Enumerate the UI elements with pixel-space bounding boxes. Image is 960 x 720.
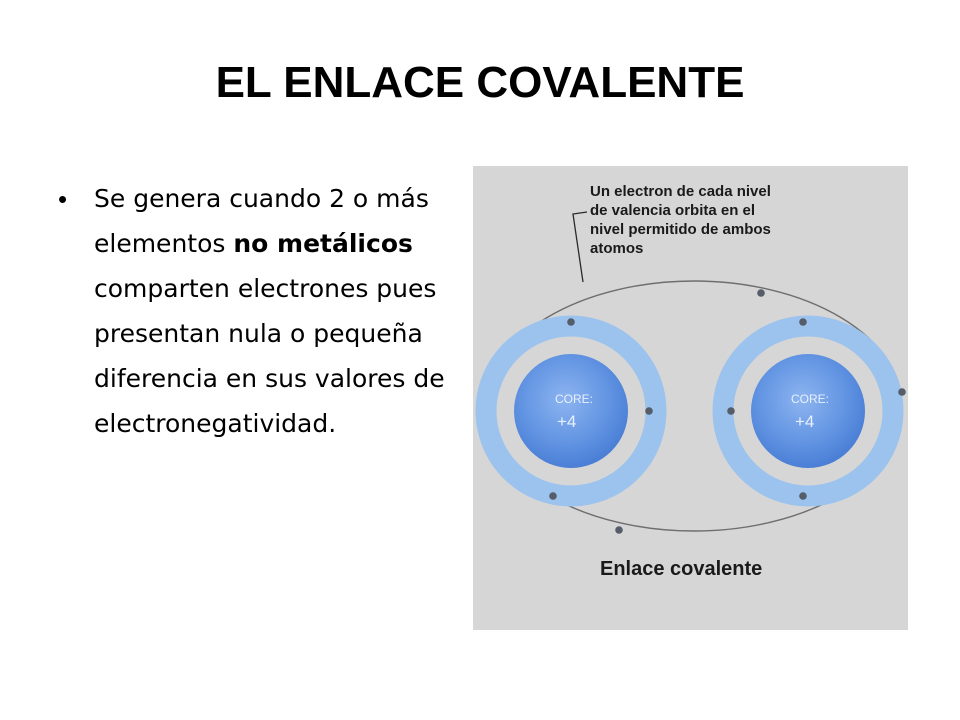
diagram-svg bbox=[473, 166, 908, 630]
left-core-label: CORE: bbox=[555, 392, 594, 406]
right-core bbox=[751, 354, 865, 468]
diagram-caption: Enlace covalente bbox=[600, 558, 763, 580]
annotation-line-4: atomos bbox=[590, 240, 644, 257]
annotation-line-3: nivel permitido de ambos bbox=[590, 221, 771, 238]
annotation-line-1: Un electron de cada nivel bbox=[590, 183, 771, 200]
electron bbox=[799, 492, 807, 500]
slide-title: EL ENLACE COVALENTE bbox=[215, 58, 745, 107]
bullet-text-part2: comparten electrones pues presentan nula o pequeña diferencia en sus valores de electronegatividad. bbox=[94, 274, 445, 438]
right-core-label: CORE: bbox=[791, 392, 830, 406]
electron bbox=[615, 526, 623, 534]
electron bbox=[898, 388, 906, 396]
annotation-line-2: de valencia orbita en el bbox=[590, 202, 756, 219]
electron bbox=[757, 289, 765, 297]
bullet-text-bold: no metálicos bbox=[233, 229, 413, 258]
electron bbox=[549, 492, 557, 500]
right-core-charge: +4 bbox=[795, 412, 815, 431]
covalent-bond-diagram bbox=[473, 166, 908, 630]
annotation-pointer bbox=[573, 212, 587, 282]
electron bbox=[799, 318, 807, 326]
bullet-marker: • bbox=[58, 184, 68, 214]
bullet-text-part1: Se genera cuando 2 o más elementos bbox=[94, 184, 429, 258]
left-core bbox=[514, 354, 628, 468]
left-core-charge: +4 bbox=[557, 412, 577, 431]
electron bbox=[645, 407, 653, 415]
electron bbox=[567, 318, 575, 326]
bullet-item bbox=[94, 176, 446, 446]
electron bbox=[727, 407, 735, 415]
